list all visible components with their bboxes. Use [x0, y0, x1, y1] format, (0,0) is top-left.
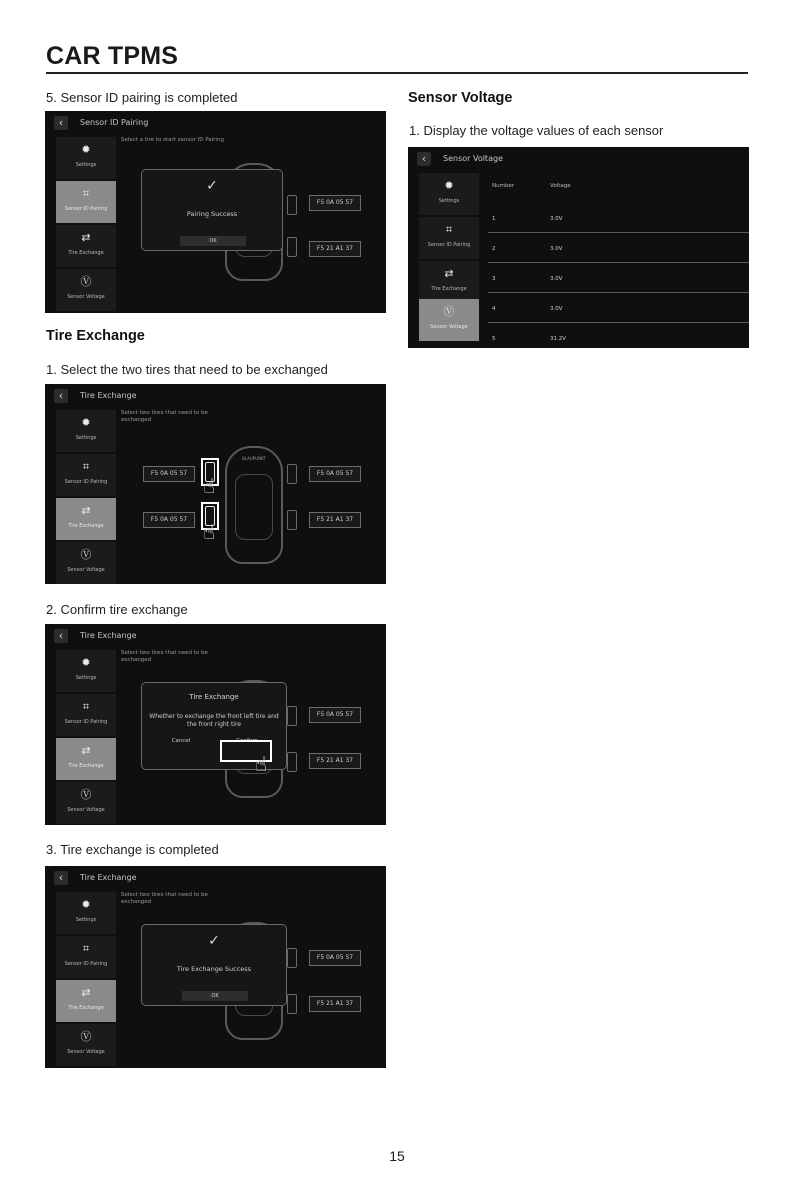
screenshot-sensor-voltage — [408, 147, 749, 348]
success-dialog — [141, 169, 283, 251]
brand-logo: BLAUPUNKT — [242, 456, 266, 461]
sidebar-item-label: Sensor ID Pairing — [64, 479, 108, 485]
sensor-id-rear-right: F5 21 A1 37 — [309, 753, 361, 769]
tire-rear-right[interactable] — [287, 752, 297, 772]
voltage-icon: Ⓥ — [80, 275, 92, 288]
sidebar-item-label: Sensor ID Pairing — [64, 719, 108, 725]
screen-subtitle: Select two tires that need to be exchanged — [121, 410, 208, 423]
sidebar-item-label: Settings — [75, 162, 97, 168]
sensor-number: 5 — [492, 336, 496, 342]
screen-subtitle: Select a tire to start sensor ID Pairing — [121, 137, 224, 143]
table-row — [488, 203, 749, 233]
gear-icon: ✹ — [81, 416, 91, 429]
sidebar-item-label: Tire Exchange — [431, 286, 467, 292]
back-icon[interactable]: ‹ — [417, 152, 431, 166]
sidebar-item-exchange[interactable] — [419, 261, 479, 303]
sidebar-item-pairing[interactable] — [56, 936, 116, 978]
tire-exchange-step-2-caption: 2. Confirm tire exchange — [46, 602, 188, 617]
sidebar-item-pairing[interactable] — [419, 217, 479, 259]
gear-icon: ✹ — [81, 143, 91, 156]
table-row — [488, 323, 749, 348]
sidebar-item-label: Sensor ID Pairing — [427, 242, 471, 248]
screen-subtitle: Select two tires that need to be exchanged — [121, 650, 208, 663]
tire-front-right[interactable] — [287, 706, 297, 726]
sidebar-item-exchange[interactable] — [56, 980, 116, 1022]
sensor-id-front-left: F5 0A 05 57 — [143, 466, 195, 482]
voltage-icon: Ⓥ — [80, 548, 92, 561]
sensor-icon: ⌗ — [82, 460, 90, 473]
swap-icon: ⇄ — [81, 744, 91, 757]
sensor-id-rear-right: F5 21 A1 37 — [309, 996, 361, 1012]
sidebar-item-label: Tire Exchange — [68, 763, 104, 769]
sidebar-item-settings[interactable] — [56, 892, 116, 934]
sidebar-item-label: Sensor Voltage — [430, 324, 468, 330]
sensor-id-front-right: F5 0A 05 57 — [309, 707, 361, 723]
sidebar-item-settings[interactable] — [419, 173, 479, 215]
sensor-id-front-right: F5 0A 05 57 — [309, 195, 361, 211]
sidebar-item-settings[interactable] — [56, 410, 116, 452]
sensor-id-rear-right: F5 21 A1 37 — [309, 512, 361, 528]
sidebar-item-voltage[interactable] — [56, 782, 116, 824]
sensor-voltage-value: 31.2V — [550, 336, 567, 342]
sidebar-item-voltage[interactable] — [56, 269, 116, 311]
sidebar-item-exchange[interactable] — [56, 498, 116, 540]
screen-title: Tire Exchange — [80, 873, 137, 882]
sidebar-item-exchange[interactable] — [56, 738, 116, 780]
sensor-id-front-right: F5 0A 05 57 — [309, 950, 361, 966]
car-outline — [225, 446, 283, 564]
sensor-number: 2 — [492, 246, 496, 252]
table-row — [488, 233, 749, 263]
cancel-button[interactable]: Cancel — [171, 738, 191, 744]
tire-rear-right[interactable] — [287, 994, 297, 1014]
sidebar-item-label: Sensor Voltage — [67, 294, 105, 300]
sidebar-item-settings[interactable] — [56, 650, 116, 692]
hand-pointer-icon: ☝ — [203, 520, 216, 544]
tire-exchange-step-1-caption: 1. Select the two tires that need to be exchanged — [46, 362, 328, 377]
tire-front-right[interactable] — [287, 195, 297, 215]
sidebar-item-label: Sensor Voltage — [67, 807, 105, 813]
step-5-caption: 5. Sensor ID pairing is completed — [46, 90, 238, 105]
sidebar-item-voltage[interactable] — [56, 1024, 116, 1066]
sensor-id-front-right: F5 0A 05 57 — [309, 466, 361, 482]
screen-title: Sensor Voltage — [443, 154, 503, 163]
check-circle-icon: ✓ — [206, 178, 218, 194]
top-bar — [45, 866, 386, 890]
sidebar-item-pairing[interactable] — [56, 181, 116, 223]
sidebar-item-pairing[interactable] — [56, 454, 116, 496]
page-title: CAR TPMS — [46, 42, 179, 70]
ok-button[interactable]: OK — [180, 236, 246, 246]
sensor-voltage-step-1-caption: 1. Display the voltage values of each sensor — [409, 123, 664, 138]
back-icon[interactable]: ‹ — [54, 629, 68, 643]
screen-title: Tire Exchange — [80, 631, 137, 640]
sidebar-item-label: Settings — [75, 917, 97, 923]
table-row — [488, 293, 749, 323]
gear-icon: ✹ — [81, 898, 91, 911]
sidebar-item-label: Sensor Voltage — [67, 567, 105, 573]
sidebar-item-exchange[interactable] — [56, 225, 116, 267]
sensor-voltage-value: 3.0V — [550, 246, 563, 252]
sensor-icon: ⌗ — [445, 223, 453, 236]
hand-pointer-icon: ☝ — [255, 752, 268, 776]
tire-front-right[interactable] — [287, 948, 297, 968]
top-bar — [408, 147, 749, 171]
voltage-icon: Ⓥ — [443, 305, 455, 318]
success-dialog — [141, 924, 287, 1006]
title-divider — [46, 72, 748, 74]
top-bar — [45, 384, 386, 408]
sidebar-item-label: Settings — [75, 435, 97, 441]
sidebar-item-label: Sensor Voltage — [67, 1049, 105, 1055]
ok-button[interactable]: OK — [182, 991, 248, 1001]
dialog-message: Pairing Success — [186, 210, 238, 218]
voltage-icon: Ⓥ — [80, 788, 92, 801]
sidebar-item-pairing[interactable] — [56, 694, 116, 736]
back-icon[interactable]: ‹ — [54, 871, 68, 885]
gear-icon: ✹ — [81, 656, 91, 669]
swap-icon: ⇄ — [444, 267, 454, 280]
back-icon[interactable]: ‹ — [54, 116, 68, 130]
dialog-body: Whether to exchange the front left tire and the front right tire — [149, 713, 279, 728]
top-bar — [45, 111, 386, 135]
sensor-id-rear-left: F5 0A 05 57 — [143, 512, 195, 528]
sensor-icon: ⌗ — [82, 942, 90, 955]
sensor-icon: ⌗ — [82, 700, 90, 713]
tire-rear-right[interactable] — [287, 237, 297, 257]
sensor-voltage-value: 3.0V — [550, 216, 563, 222]
dialog-title: Tire Exchange — [189, 693, 239, 701]
sensor-voltage-heading: Sensor Voltage — [408, 90, 513, 106]
page-number: 15 — [389, 1148, 405, 1164]
screenshot-exchange-success — [45, 866, 386, 1068]
sensor-voltage-value: 3.0V — [550, 276, 563, 282]
back-icon[interactable]: ‹ — [54, 389, 68, 403]
sidebar-item-label: Sensor ID Pairing — [64, 961, 108, 967]
table-row — [488, 263, 749, 293]
swap-icon: ⇄ — [81, 504, 91, 517]
tire-front-right[interactable] — [287, 464, 297, 484]
sensor-voltage-value: 3.0V — [550, 306, 563, 312]
top-bar — [45, 624, 386, 648]
sensor-number: 3 — [492, 276, 496, 282]
screen-title: Tire Exchange — [80, 391, 137, 400]
sensor-number: 1 — [492, 216, 496, 222]
voltage-icon: Ⓥ — [80, 1030, 92, 1043]
screenshot-confirm-exchange — [45, 624, 386, 825]
swap-icon: ⇄ — [81, 986, 91, 999]
sidebar-item-voltage[interactable] — [56, 542, 116, 584]
tire-exchange-heading: Tire Exchange — [46, 328, 145, 344]
sensor-id-rear-right: F5 21 A1 37 — [309, 241, 361, 257]
sensor-icon: ⌗ — [82, 187, 90, 200]
screen-subtitle: Select two tires that need to be exchanged — [121, 892, 208, 905]
tire-exchange-step-3-caption: 3. Tire exchange is completed — [46, 842, 219, 857]
confirm-button[interactable]: Confirm — [236, 738, 258, 744]
swap-icon: ⇄ — [81, 231, 91, 244]
sidebar-item-label: Settings — [438, 198, 460, 204]
column-header-number: Number — [492, 183, 515, 189]
check-circle-icon: ✓ — [208, 933, 220, 949]
sidebar-item-settings[interactable] — [56, 137, 116, 179]
sidebar-item-label: Tire Exchange — [68, 523, 104, 529]
tire-rear-right[interactable] — [287, 510, 297, 530]
sidebar-item-voltage[interactable] — [419, 299, 479, 341]
sidebar-item-label: Settings — [75, 675, 97, 681]
dialog-message: Tire Exchange Success — [176, 965, 252, 973]
screenshot-select-tires — [45, 384, 386, 584]
gear-icon: ✹ — [444, 179, 454, 192]
sidebar-item-label: Tire Exchange — [68, 1005, 104, 1011]
screen-title: Sensor ID Pairing — [80, 118, 149, 127]
sidebar-item-label: Sensor ID Pairing — [64, 206, 108, 212]
sensor-number: 4 — [492, 306, 496, 312]
sidebar-item-label: Tire Exchange — [68, 250, 104, 256]
screenshot-pairing-success — [45, 111, 386, 313]
hand-pointer-icon: ☝ — [203, 474, 216, 498]
column-header-voltage: Voltage — [550, 183, 571, 189]
